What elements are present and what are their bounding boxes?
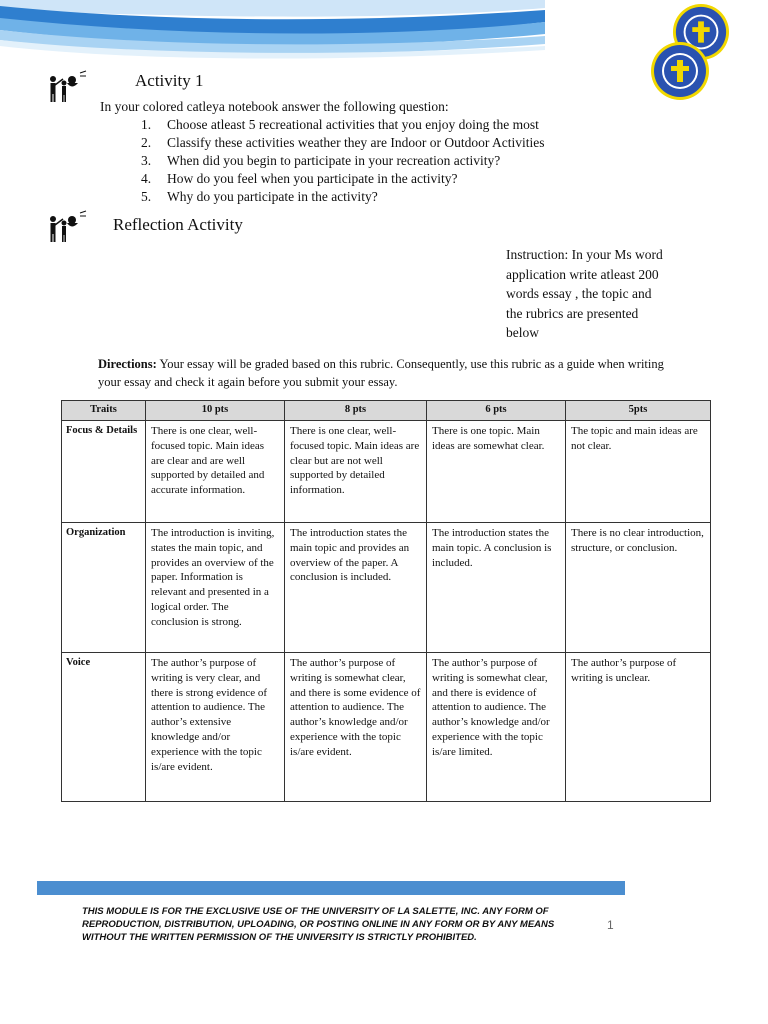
university-seal-icon (650, 41, 710, 101)
activity1-intro: In your colored catleya notebook answer the following question: (100, 99, 449, 114)
column-header: 5pts (566, 401, 711, 421)
table-cell: The author’s purpose of writing is somewhat clear, and there is evidence of attention to audience. The author’s knowledge and/or experience with the topic is/are limited. (427, 653, 566, 802)
trait-cell: Voice (62, 653, 146, 802)
activity1-title: Activity 1 (135, 71, 204, 90)
page-number: 1 (607, 918, 614, 932)
column-header: 10 pts (146, 401, 285, 421)
presenter-icon (47, 70, 87, 104)
rubric-directions (98, 355, 678, 391)
trait-cell: Focus & Details (62, 421, 146, 523)
table-cell: The author’s purpose of writing is somewhat clear, and there is some evidence of attention to audience. The author’s knowledge and/or experience with the topic is/are evident. (285, 653, 427, 802)
list-item: 5. Why do you participate in the activity? (141, 189, 378, 204)
table-cell: The author’s purpose of writing is very clear, and there is strong evidence of attention to audience. The author’s extensive knowledge and/or experience with the topic is/are evident. (146, 653, 285, 802)
header-wave-banner (0, 0, 545, 70)
table-cell: There is one clear, well-focused topic. Main ideas are clear and are well supported by detailed and accurate information. (146, 421, 285, 523)
footer-bar (37, 881, 625, 895)
list-item: 2. Classify these activities weather they are Indoor or Outdoor Activities (141, 135, 545, 150)
table-cell: There is one clear, well-focused topic. Main ideas are clear but are not well supported by detailed information. (285, 421, 427, 523)
copyright-notice: THIS MODULE IS FOR THE EXCLUSIVE USE OF THE UNIVERSITY OF LA SALETTE, INC. ANY FORM OF REPRODUCTION, DISTRIBUTION, UPLOADING, OR POSTING ONLINE IN ANY FORM OR BY ANY MEANS WITHOUT THE WRITTEN PERMISSION OF THE UNIVERSITY IS STRICTLY PROHIBITED. (82, 906, 555, 943)
table-row (62, 421, 711, 523)
directions-text: Your essay will be graded based on this rubric. Consequently, use this rubric as a guide when writing your essay and check it again before you submit your essay. (98, 357, 664, 389)
table-cell: The topic and main ideas are not clear. (566, 421, 711, 523)
table-cell: The introduction states the main topic and provides an overview of the paper. A conclusion is included. (285, 523, 427, 653)
table-cell: The introduction states the main topic. A conclusion is included. (427, 523, 566, 653)
directions-label: Directions: (98, 357, 157, 371)
table-header-row (62, 401, 711, 421)
table-cell: There is no clear introduction, structure, or conclusion. (566, 523, 711, 653)
rubric-table (61, 400, 711, 802)
column-header: 8 pts (285, 401, 427, 421)
table-cell: The author’s purpose of writing is unclear. (566, 653, 711, 802)
question-list (141, 116, 545, 206)
list-item: 4. How do you feel when you participate in the activity? (141, 171, 458, 186)
list-item: 3. When did you begin to participate in your recreation activity? (141, 153, 501, 168)
presenter-icon (47, 210, 87, 244)
column-header: Traits (62, 401, 146, 421)
table-row (62, 653, 711, 802)
column-header: 6 pts (427, 401, 566, 421)
list-item: 1. Choose atleast 5 recreational activities that you enjoy doing the most (141, 117, 539, 132)
table-row (62, 523, 711, 653)
reflection-title: Reflection Activity (113, 215, 243, 234)
essay-instruction: Instruction: In your Ms word application write atleast 200 words essay , the topic and the rubrics are presented below (506, 247, 663, 340)
table-cell: There is one topic. Main ideas are somewhat clear. (427, 421, 566, 523)
trait-cell: Organization (62, 523, 146, 653)
table-cell: The introduction is inviting, states the main topic, and provides an overview of the paper. Information is relevant and presented in a logical order. The conclusion is strong. (146, 523, 285, 653)
